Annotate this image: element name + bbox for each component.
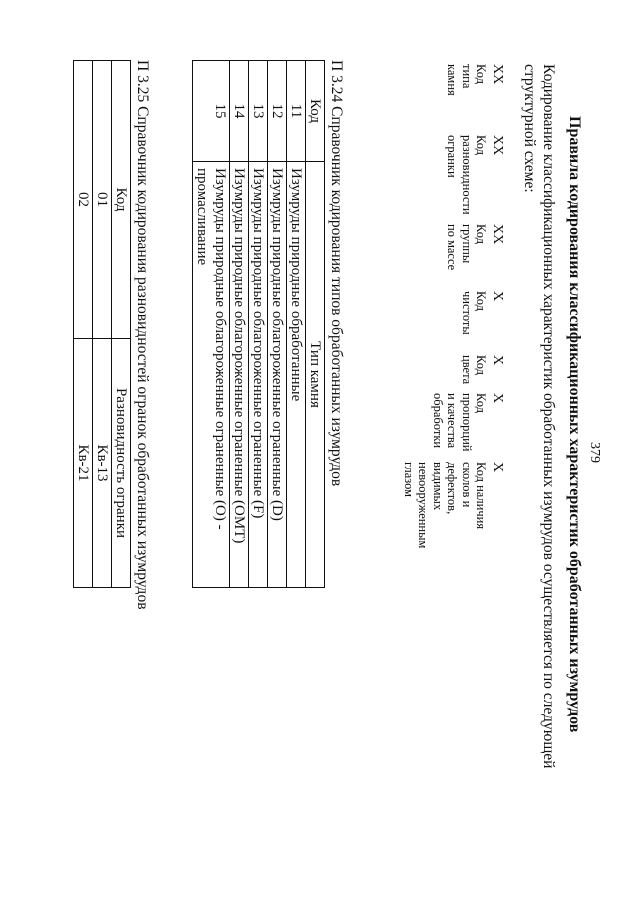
page-title: Правила кодирования классификационных характеристик обработанных изумрудов bbox=[566, 116, 583, 733]
stone-type-table bbox=[192, 60, 325, 588]
scheme-label: Код bbox=[473, 224, 488, 244]
scheme-label: огранки bbox=[445, 135, 460, 178]
cut-variety-table bbox=[73, 60, 131, 588]
scheme-item-color bbox=[459, 355, 505, 384]
cell-code: 13 bbox=[249, 61, 268, 162]
scheme-label: Код наличия bbox=[473, 462, 488, 530]
scheme-label: группы bbox=[459, 224, 474, 264]
cell-code: 12 bbox=[268, 61, 287, 162]
scheme-item-clarity bbox=[459, 291, 505, 335]
cell-stone-type: Изумруды природные облагороженные ограненные (F) bbox=[249, 162, 268, 588]
scheme-label: Код bbox=[473, 135, 488, 155]
scheme-label: типа bbox=[459, 64, 474, 89]
cell-cut-variety: Кв-21 bbox=[74, 339, 93, 588]
scheme-label: Код bbox=[473, 355, 488, 375]
cell-cut-variety: Кв-13 bbox=[93, 339, 112, 588]
cell-code: 11 bbox=[287, 61, 306, 162]
scheme-label: цвета bbox=[459, 355, 474, 385]
column-header-cut-variety: Разновидность огранки bbox=[112, 339, 131, 588]
scheme-label: видимых bbox=[430, 462, 445, 511]
scheme-label: и качества bbox=[445, 393, 460, 449]
scheme-label: дефектов, bbox=[445, 462, 460, 515]
scheme-label: глазом bbox=[402, 462, 417, 498]
scheme-label: по массе bbox=[445, 224, 460, 271]
column-header-code: Код bbox=[306, 61, 325, 162]
scheme-mark: X bbox=[490, 291, 505, 302]
intro-paragraph: Кодирование классификационных характеристик обработанных изумрудов осуществляется по следующей структурной схеме: bbox=[521, 64, 557, 769]
cell-stone-type: Изумруды природные обработанные bbox=[287, 162, 306, 588]
scheme-item-weight-group bbox=[445, 224, 505, 270]
scheme-item-stone-type bbox=[445, 64, 505, 96]
table-row bbox=[268, 61, 287, 588]
table-header-row bbox=[112, 61, 131, 588]
scheme-label: камня bbox=[445, 64, 460, 96]
scheme-label: пропорций bbox=[459, 393, 474, 452]
scheme-label: Код bbox=[473, 291, 488, 311]
table-row bbox=[287, 61, 306, 588]
table-row bbox=[193, 61, 230, 588]
table-row bbox=[74, 61, 93, 588]
column-header-code: Код bbox=[112, 61, 131, 339]
cell-code: 14 bbox=[230, 61, 249, 162]
scheme-mark: X bbox=[490, 393, 505, 404]
cell-code: 15 bbox=[193, 61, 230, 162]
cell-stone-type: Изумруды природные облагороженные ограненные (D) bbox=[268, 162, 287, 588]
scheme-mark: X bbox=[490, 355, 505, 366]
page-number: 379 bbox=[587, 442, 602, 463]
scheme-item-cut-variety bbox=[445, 135, 505, 215]
scheme-label: чистоты bbox=[459, 291, 474, 335]
scheme-mark: XX bbox=[490, 64, 505, 85]
scheme-label: Код bbox=[473, 64, 488, 84]
scheme-label: Код bbox=[473, 393, 488, 413]
scheme-item-defects bbox=[402, 462, 505, 548]
scheme-label: невооруженным bbox=[416, 462, 431, 549]
scheme-mark: XX bbox=[490, 224, 505, 245]
table-header-row bbox=[306, 61, 325, 588]
table-row bbox=[93, 61, 112, 588]
table-24-caption: П 3.24 Справочник кодирования типов обработанных изумрудов bbox=[328, 60, 345, 487]
cell-stone-type: Изумруды природные облагороженные ограненные (O) - промасливание bbox=[193, 162, 230, 588]
scheme-label: обработки bbox=[430, 393, 445, 449]
scheme-label: разновидности bbox=[459, 135, 474, 215]
table-row bbox=[249, 61, 268, 588]
cell-code: 01 bbox=[93, 61, 112, 339]
cell-code: 02 bbox=[74, 61, 93, 339]
scheme-mark: XX bbox=[490, 135, 505, 156]
scheme-mark: X bbox=[490, 462, 505, 473]
cell-stone-type: Изумруды природные облагороженные ограненные (OMT) bbox=[230, 162, 249, 588]
scheme-item-proportions bbox=[430, 393, 505, 451]
table-25-caption: П 3.25 Справочник кодирования разновидностей огранок обработанных изумрудов bbox=[134, 60, 151, 610]
table-row bbox=[230, 61, 249, 588]
column-header-stone-type: Тип камня bbox=[306, 162, 325, 588]
scheme-label: сколов и bbox=[459, 462, 474, 508]
